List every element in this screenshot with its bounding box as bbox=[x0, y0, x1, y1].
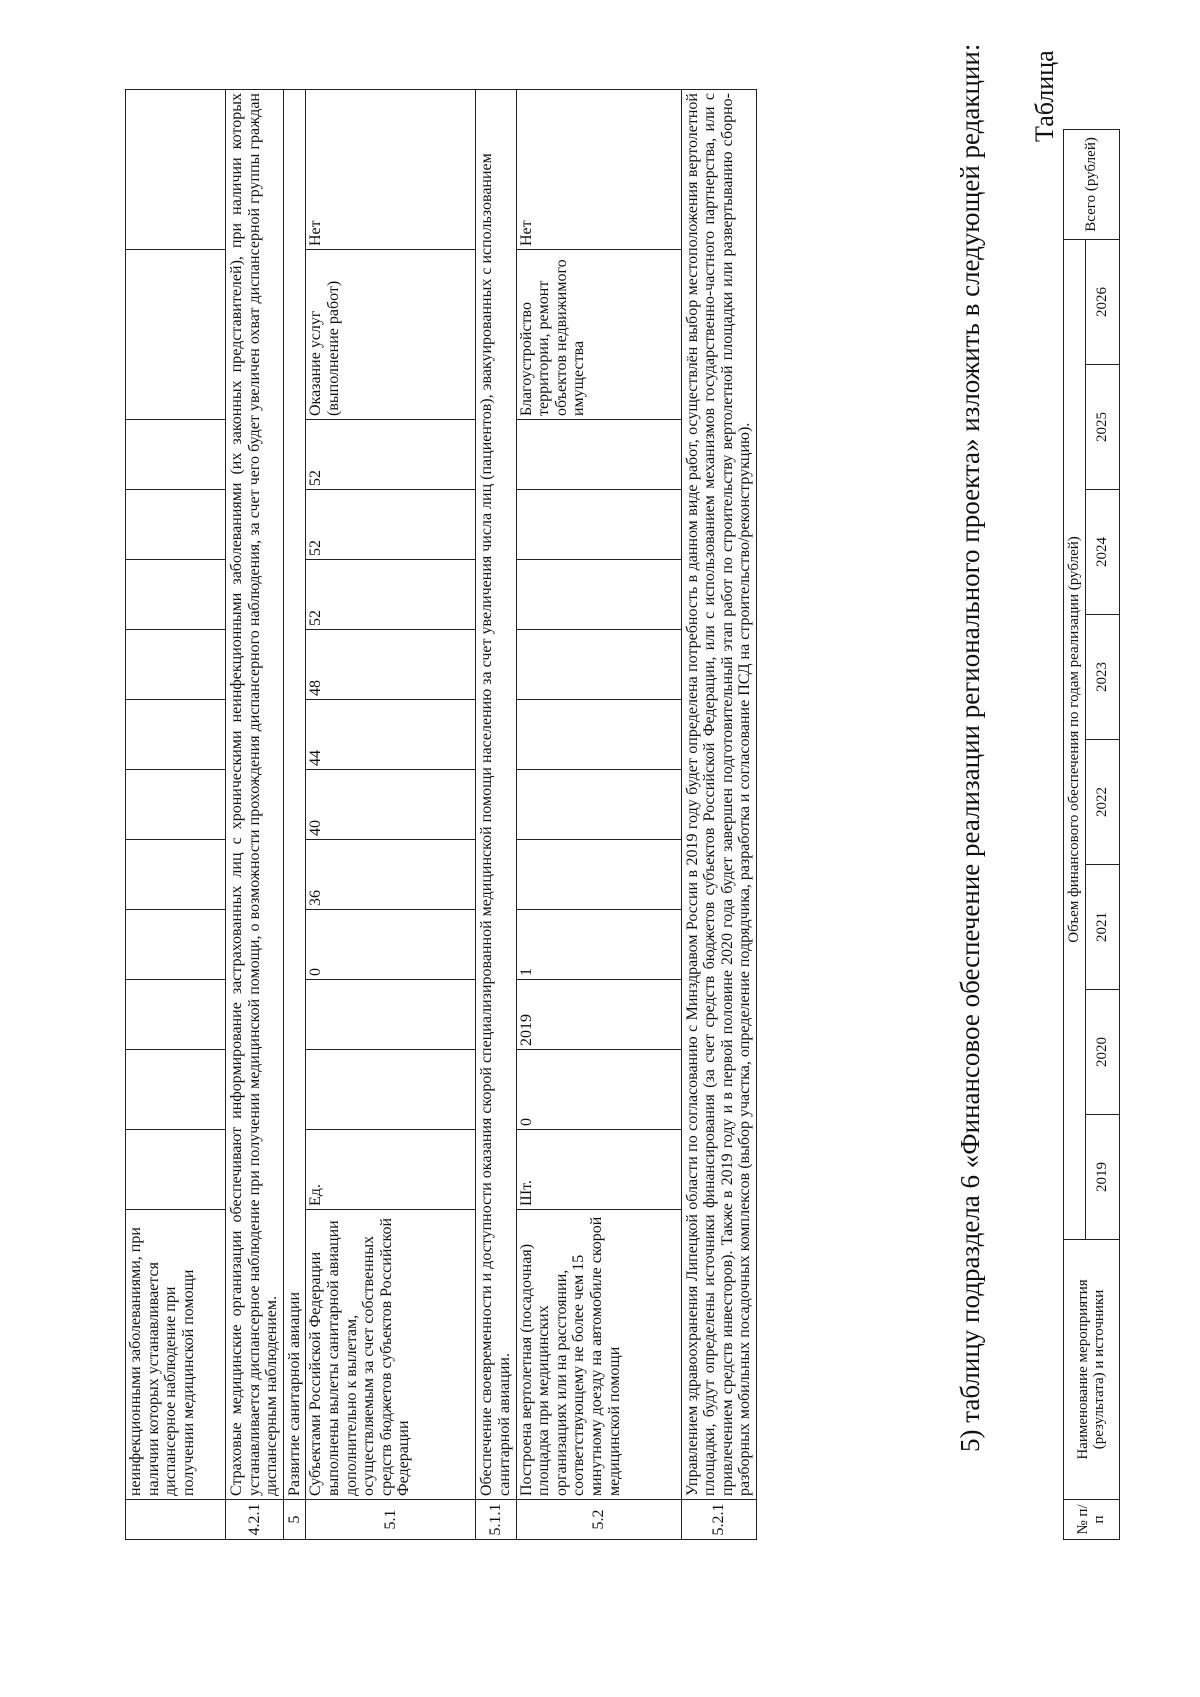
row-number: 4.2.1 bbox=[226, 1500, 284, 1540]
value-cell: 36 bbox=[306, 840, 476, 910]
table-row bbox=[283, 90, 306, 1540]
section-title: Развитие санитарной авиации bbox=[283, 90, 306, 1500]
year-header: 2019 bbox=[1085, 1115, 1119, 1240]
column-header: № п/п bbox=[1064, 1500, 1120, 1540]
indicator-name-cell: неинфекционными заболеваниями, при наличии которых устанавливается диспансерное наблюдение при получении медицинской помощи bbox=[126, 1210, 226, 1500]
extra-cell: Нет bbox=[516, 90, 681, 250]
table-row bbox=[681, 90, 756, 1540]
table-row bbox=[126, 90, 226, 1540]
row-number: 5.1 bbox=[306, 1500, 476, 1540]
year-header: 2024 bbox=[1085, 490, 1119, 615]
column-header: Всего (рублей) bbox=[1064, 129, 1120, 239]
row-number: 5.1.1 bbox=[476, 1500, 516, 1540]
year-header: 2026 bbox=[1085, 239, 1119, 364]
section-caption: 5) таблицу подраздела 6 «Финансовое обеспечение реализации регионального проекта» изложить в следующей редакции: bbox=[955, 43, 985, 1452]
column-header: Объем финансового обеспечения по годам реализации (рублей) bbox=[1064, 239, 1086, 1239]
column-header: Наименование мероприятия (результата) и источники bbox=[1064, 1240, 1120, 1500]
indicator-name-cell: Построена вертолетная (посадочная) площадка при медицинских организациях или на расстоянии, соответствующему не более чем 15 минутному доезду на автомобиле скорой медицинской помощи bbox=[516, 1210, 681, 1500]
row-description: Управлением здравоохранения Липецкой области по согласованию с Минздравом России в 2019 году будет определена потребность в данном виде работ, осуществлён выбор местоположения вертолетной площадки, будут определены источники финансирования (за счет средств бюджетов субъектов Российской Федерации, или с использованием механизмов государственно-частного партнерства, или с привлечением средств инвесторов). Также в 2019 году и в первой половине 2020 года будет завершен подготовительный этап работ по строительству вертолетной площадки или развертыванию сборно-разборных мобильных посадочных комплексов (выбор участка, определение подрядчика, разработка и согласование ПСД на строительство/реконструкцию). bbox=[681, 90, 756, 1500]
value-cell: 44 bbox=[306, 700, 476, 770]
value-cell: 52 bbox=[306, 490, 476, 560]
year-header: 2021 bbox=[1085, 865, 1119, 990]
unit-cell: Ед. bbox=[306, 1130, 476, 1210]
financing-table bbox=[1063, 129, 1120, 1540]
year-header: 2023 bbox=[1085, 615, 1119, 740]
row-number: 5.2 bbox=[516, 1500, 681, 1540]
table-cell bbox=[126, 1500, 226, 1540]
value-cell: 1 bbox=[516, 910, 681, 980]
table-row bbox=[306, 90, 476, 1540]
year-header: 2022 bbox=[1085, 740, 1119, 865]
indicator-name-cell: Субъектами Российской Федерации выполнены вылеты санитарной авиации дополнительно к вылетам, осуществляемым за счет собственных средств бюджетов субъектов Российской Федерации bbox=[306, 1210, 476, 1500]
extra-cell: Нет bbox=[306, 90, 476, 250]
table-row bbox=[476, 90, 516, 1540]
value-cell: 48 bbox=[306, 630, 476, 700]
row-description: Страховые медицинские организации обеспечивают информирование застрахованных лиц с хроническими неинфекционными заболеваниями (их законных представителей), при наличии которых устанавливается диспансерное наблюдение при получении медицинской помощи, о возможности прохождения диспансерного наблюдения, за счет чего будет увеличен охват диспансерной группы граждан диспансерным наблюдением. bbox=[226, 90, 284, 1500]
table-row bbox=[226, 90, 284, 1540]
value-cell: 40 bbox=[306, 770, 476, 840]
row-number: 5 bbox=[283, 1500, 306, 1540]
value-cell: 0 bbox=[306, 910, 476, 980]
row-description: Обеспечение своевременности и доступности оказания скорой специализированной медицинской помощи населению за счет увеличения числа лиц (пациентов), эвакуированных с использованием санитарной авиации. bbox=[476, 90, 516, 1500]
indicators-table bbox=[125, 89, 757, 1540]
value-cell: 52 bbox=[306, 420, 476, 490]
unit-cell: Шт. bbox=[516, 1130, 681, 1210]
base-value-cell: 0 bbox=[516, 1050, 681, 1130]
row-number: 5.2.1 bbox=[681, 1500, 756, 1540]
base-year-cell: 2019 bbox=[516, 980, 681, 1050]
type-cell: Благоустройство территории, ремонт объектов недвижимого имущества bbox=[516, 250, 681, 420]
type-cell: Оказание услуг (выполнение работ) bbox=[306, 250, 476, 420]
table-row bbox=[516, 90, 681, 1540]
year-header: 2025 bbox=[1085, 365, 1119, 490]
table-label: Таблица bbox=[1030, 50, 1059, 142]
year-header: 2020 bbox=[1085, 990, 1119, 1115]
value-cell: 52 bbox=[306, 560, 476, 630]
table-header-row bbox=[1064, 129, 1086, 1539]
